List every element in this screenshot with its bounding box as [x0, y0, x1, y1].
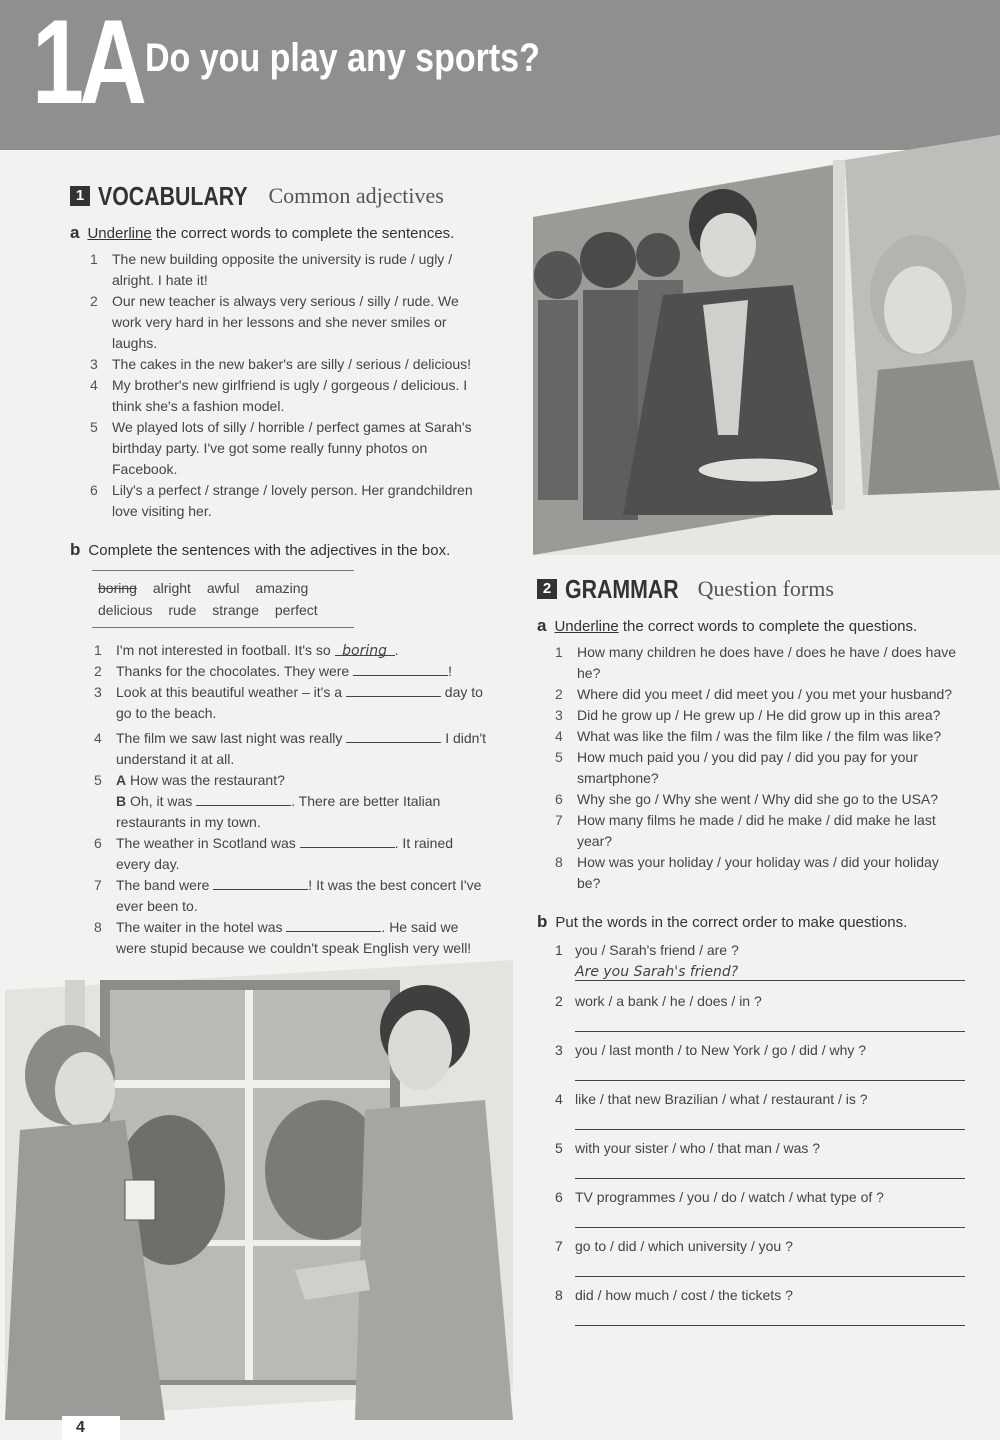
list-item: 5 with your sister / who / that man / was ? [555, 1138, 977, 1179]
list-item[interactable]: 6 Why she go / Why she went / Why did she go to the USA? [555, 791, 939, 807]
answer-line[interactable]: Are you Sarah's friend? [575, 962, 965, 981]
list-item[interactable]: 1 The new building opposite the university is rude / ugly / alright. I hate it! [90, 251, 453, 288]
list-item: 3 Look at this beautiful weather – it's a day to go to the beach. [94, 684, 483, 721]
list-item[interactable]: 8 How was your holiday / your holiday was / did your holiday be? [555, 854, 939, 891]
word-box [92, 570, 354, 628]
party-scene-image [533, 135, 1000, 555]
list-item: 4 The film we saw last night was really I didn't understand it at all. [94, 730, 487, 767]
grammar-heading [537, 576, 977, 602]
word-box-row [98, 599, 348, 621]
vocabulary-section [70, 183, 510, 959]
list-item[interactable]: 3 Did he grow up / He grew up / He did grow up in this area? [555, 707, 941, 723]
list-item: 2 Thanks for the chocolates. They were ! [94, 663, 452, 679]
list-item[interactable]: 5 We played lots of silly / horrible / perfect games at Sarah's birthday party. I've got some really funny photos on Facebook. [90, 419, 472, 477]
page-title: Do you play any sports? [145, 36, 540, 80]
exercise-b-instruction: b Put the words in the correct order to make questions. [537, 912, 908, 931]
list-item: 7 go to / did / which university / you ? [555, 1236, 977, 1277]
word-box-word: rude [168, 602, 197, 618]
exercise-b-instruction: b Complete the sentences with the adjectives in the box. [70, 540, 451, 559]
word-box-word: boring [98, 580, 137, 596]
list-item[interactable]: 3 The cakes in the new baker's are silly / serious / delicious! [90, 356, 472, 372]
page-number: 4 [62, 1416, 120, 1440]
word-box-word: awful [206, 580, 240, 596]
word-box-row [98, 577, 348, 599]
answer-blank[interactable]: boring [335, 641, 395, 656]
list-item: 8 The waiter in the hotel was . He said we were stupid because we couldn't speak English very well! [94, 919, 472, 956]
answer-line[interactable] [575, 1160, 965, 1179]
exercise-a-instruction: a Underline the correct words to complete the sentences. [70, 223, 455, 242]
word-box-word: alright [152, 580, 191, 596]
exercise-b-items [94, 640, 489, 959]
list-item[interactable]: 6 Lily's a perfect / strange / lovely person. Her grandchildren love visiting her. [90, 482, 473, 519]
list-item[interactable]: 2 Where did you meet / did meet you / you met your husband? [555, 686, 953, 702]
answer-blank[interactable] [353, 661, 448, 676]
exercise-b-items [555, 940, 977, 1326]
list-item[interactable]: 7 How many films he made / did he make / did make he last year? [555, 812, 936, 849]
answer-blank[interactable] [286, 917, 381, 932]
vocabulary-heading [70, 183, 510, 209]
word-box-word: perfect [274, 602, 318, 618]
grammar-section [537, 576, 977, 1332]
word-box-word: amazing [255, 580, 309, 596]
list-item: 4 like / that new Brazilian / what / restaurant / is ? [555, 1089, 977, 1130]
section-number: 2 [537, 579, 557, 599]
unit-number: 1A [32, 0, 143, 129]
section-subtitle: Question forms [697, 576, 834, 601]
list-item: 8 did / how much / cost / the tickets ? [555, 1285, 977, 1326]
word-box-word: delicious [98, 602, 153, 618]
list-item[interactable]: 4 What was like the film / was the film like / the film was like? [555, 728, 942, 744]
list-item: 5 A How was the restaurant? B Oh, it was . There are better Italian restaurants in my town. [94, 772, 441, 830]
exercise-a-instruction: a Underline the correct words to complete the questions. [537, 616, 918, 635]
answer-blank[interactable] [346, 728, 441, 743]
answer-blank[interactable] [346, 682, 441, 697]
list-item: 3 you / last month / to New York / go / did / why ? [555, 1040, 977, 1081]
window-scene-image [5, 960, 513, 1420]
answer-line[interactable] [575, 1111, 965, 1130]
section-number: 1 [70, 186, 90, 206]
list-item: 6 TV programmes / you / do / watch / what type of ? [555, 1187, 977, 1228]
page-header [0, 0, 1000, 150]
list-item[interactable]: 2 Our new teacher is always very serious / silly / rude. We work very hard in her lessons and she never smiles or laughs. [90, 293, 459, 351]
answer-line[interactable] [575, 1307, 965, 1326]
section-subtitle: Common adjectives [268, 183, 444, 208]
party-illustration [533, 135, 1000, 555]
list-item: 7 The band were ! It was the best concert I've ever been to. [94, 877, 482, 914]
window-illustration [5, 960, 513, 1420]
exercise-a-items [90, 249, 485, 522]
answer-line[interactable] [575, 1062, 965, 1081]
exercise-a-items [555, 642, 965, 894]
list-item[interactable]: 4 My brother's new girlfriend is ugly / gorgeous / delicious. I think she's a fashion model. [90, 377, 468, 414]
list-item: 2 work / a bank / he / does / in ? [555, 991, 977, 1032]
section-name: GRAMMAR [565, 574, 679, 604]
list-item: 1 I'm not interested in football. It's so boring . [94, 642, 399, 659]
answer-blank[interactable] [196, 791, 291, 806]
section-name: VOCABULARY [98, 181, 248, 211]
list-item: 1 you / Sarah's friend / are ? Are you Sarah's friend? [555, 940, 977, 981]
word-box-word: strange [212, 602, 259, 618]
answer-blank[interactable] [213, 875, 308, 890]
list-item[interactable]: 5 How much paid you / you did pay / did you pay for your smartphone? [555, 749, 918, 786]
list-item[interactable]: 1 How many children he does have / does he have / does have he? [555, 644, 957, 681]
answer-blank[interactable] [300, 833, 395, 848]
answer-line[interactable] [575, 1209, 965, 1228]
answer-line[interactable] [575, 1013, 965, 1032]
answer-line[interactable] [575, 1258, 965, 1277]
list-item: 6 The weather in Scotland was . It rained every day. [94, 835, 454, 872]
